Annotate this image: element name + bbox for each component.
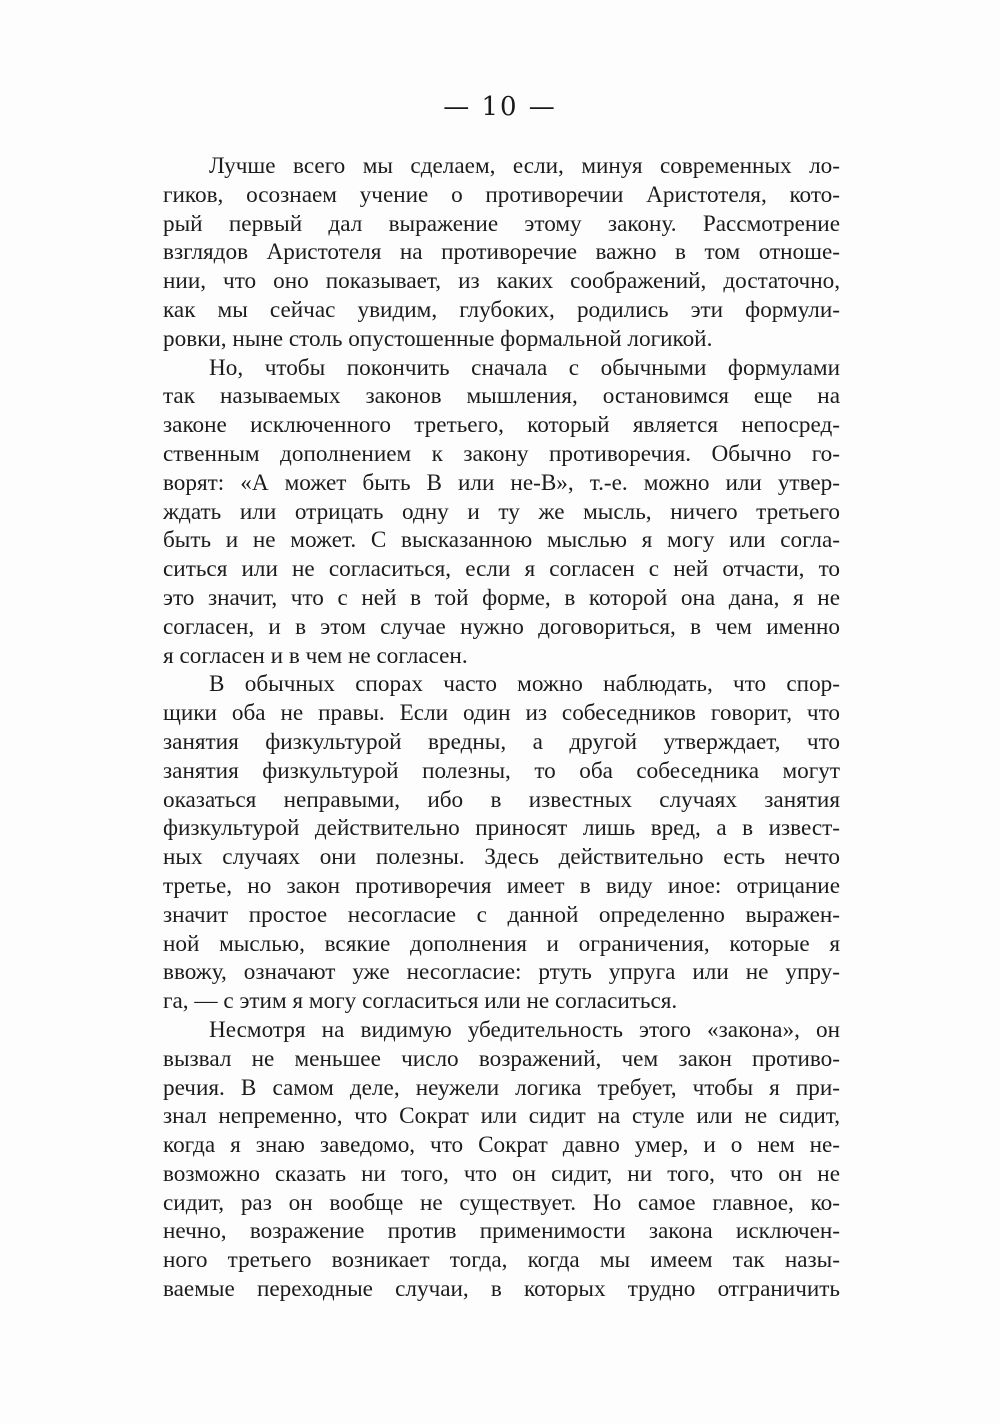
text-line: нии, что оно показывает, из каких соображений, достаточно, [163,268,840,295]
body-text [163,152,840,1304]
text-line: ваемые переходные случаи, в которых трудно отграничить [163,1276,840,1303]
text-line: как мы сейчас увидим, глубоких, родились эти формули- [163,296,840,323]
text-line: сидит, раз он вообще не существует. Но самое главное, ко- [163,1189,840,1216]
paragraph-2 [163,354,840,671]
text-line: взглядов Аристотеля на противоречие важно в том отноше- [163,239,840,266]
text-line: физкультурой действительно приносят лишь вред, а в извест- [163,815,840,842]
text-line: законе исключенного третьего, который является непосред- [163,412,840,439]
text-line: когда я знаю заведомо, что Сократ давно умер, и о нем не- [163,1132,840,1159]
text-line: ворят: «А может быть В или не-В», т.-е. можно или утвер- [163,469,840,496]
text-line: рый первый дал выражение этому закону. Рассмотрение [163,210,840,237]
page-number: — 10 — [443,92,557,122]
text-line: В обычных спорах часто можно наблюдать, что спор- [209,671,840,698]
text-line: согласен, и в этом случае нужно договориться, в чем именно [163,613,840,640]
text-line: ровки, ныне столь опустошенные формальной логикой. [163,325,713,352]
text-line: быть и не может. С высказанною мыслью я могу или согла- [163,527,840,554]
text-line: так называемых законов мышления, остановимся еще на [163,383,840,410]
text-line: оказаться неправыми, ибо в известных случаях занятия [163,786,840,813]
text-line: Лучше всего мы сделаем, если, минуя современных ло- [209,153,840,179]
text-line: щики оба не правы. Если один из собеседников говорит, что [163,700,840,727]
text-line: гиков, осознаем учение о противоречии Аристотеля, кото- [163,181,840,208]
text-line: занятия физкультурой вредны, а другой утверждает, что [163,728,840,755]
text-line: это значит, что с ней в той форме, в которой она дана, я не [163,584,840,611]
text-line: речия. В самом деле, неужели логика требует, чтобы я при- [163,1074,840,1101]
text-line: ной мыслью, всякие дополнения и ограничения, которые я [163,930,840,957]
paragraph-4 [163,1016,840,1304]
text-line: занятия физкультурой полезны, то оба собеседника могут [163,757,840,784]
paragraph-1 [163,152,840,354]
text-line: га, — с этим я могу согласиться или не согласиться. [163,988,678,1015]
text-line: ного третьего возникает тогда, когда мы имеем так назы- [163,1247,840,1274]
text-line: ственным дополнением к закону противоречия. Обычно го- [163,440,840,467]
text-line: ных случаях они полезны. Здесь действительно есть нечто [163,844,840,871]
text-line: ситься или не согласиться, если я согласен с ней отчасти, то [163,556,840,583]
text-line: Несмотря на видимую убедительность этого «закона», он [209,1016,840,1043]
text-line: ждать или отрицать одну и ту же мысль, ничего третьего [163,498,840,525]
text-line: ввожу, означают уже несогласие: ртуть упруга или не упру- [163,959,840,986]
text-line: Но, чтобы покончить сначала с обычными формулами [209,354,840,381]
text-line: нечно, возражение против применимости закона исключен- [163,1218,840,1245]
text-line: третье, но закон противоречия имеет в виду иное: отрицание [163,872,840,899]
text-line: значит простое несогласие с данной определенно выражен- [163,901,840,928]
text-line: я согласен и в чем не согласен. [163,642,468,669]
paragraph-3 [163,670,840,1016]
text-line: возможно сказать ни того, что он сидит, ни того, что он не [163,1160,840,1187]
text-line: вызвал не меньшее число возражений, чем закон противо- [163,1045,840,1072]
text-line: знал непременно, что Сократ или сидит на стуле или не сидит, [163,1103,840,1130]
